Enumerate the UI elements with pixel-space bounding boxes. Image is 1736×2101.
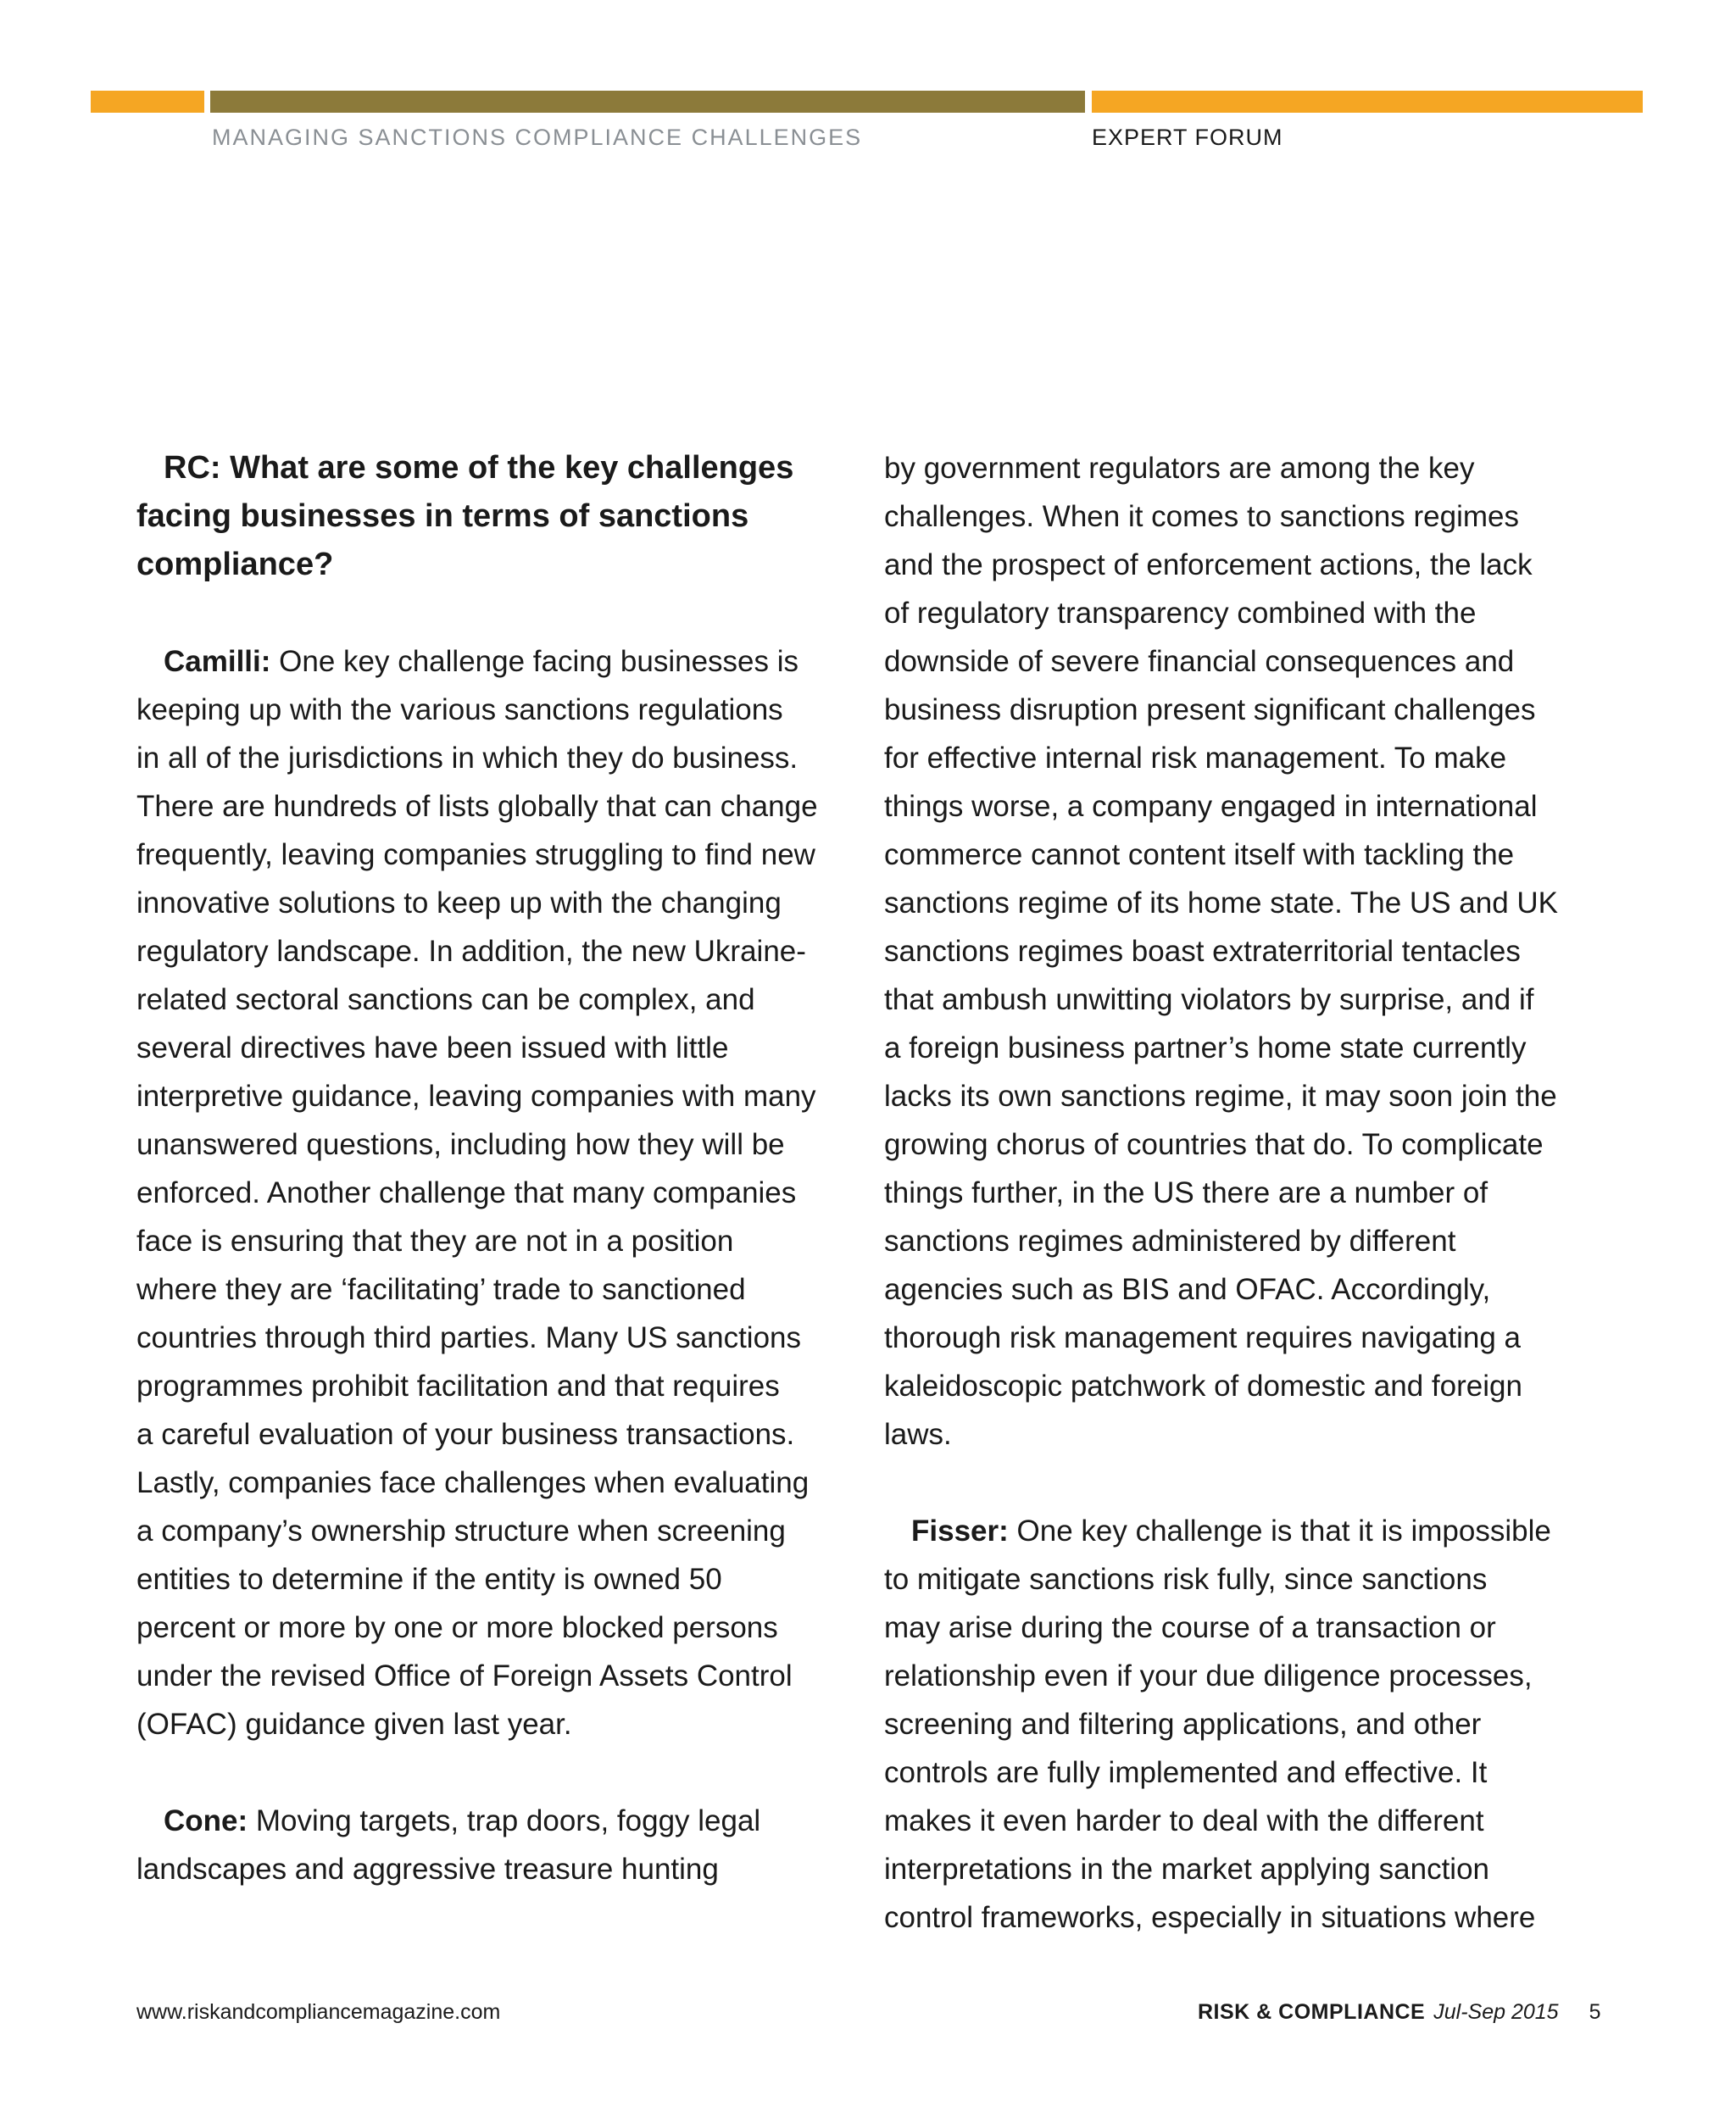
answer-line: a careful evaluation of your business transactions. xyxy=(136,1418,795,1451)
speaker-name: Cone: xyxy=(164,1804,248,1837)
answer-line: downside of severe financial consequences and xyxy=(884,645,1515,678)
answer-line: under the revised Office of Foreign Assets Control xyxy=(136,1659,793,1692)
answer-line: landscapes and aggressive treasure hunting xyxy=(136,1853,719,1886)
answer-line: unanswered questions, including how they will be xyxy=(136,1128,785,1161)
answer-line: by government regulators are among the key xyxy=(884,452,1475,485)
answer-line: sanctions regime of its home state. The US and UK xyxy=(884,887,1559,920)
question-line: facing businesses in terms of sanctions xyxy=(136,498,749,534)
answer-line: lacks its own sanctions regime, it may soon join the xyxy=(884,1080,1557,1113)
answer-line: regulatory landscape. In addition, the new Ukraine- xyxy=(136,935,806,968)
fisser-answer xyxy=(884,1507,1596,1942)
answer-line: that ambush unwitting violators by surprise, and if xyxy=(884,983,1534,1016)
answer-line: growing chorus of countries that do. To complicate xyxy=(884,1128,1544,1161)
right-column xyxy=(884,444,1596,1942)
answer-line: Camilli: One key challenge facing businesses is xyxy=(164,645,799,678)
speaker-name: Camilli: xyxy=(164,645,271,678)
answer-line: sanctions regimes administered by different xyxy=(884,1225,1456,1258)
answer-line: challenges. When it comes to sanctions regimes xyxy=(884,500,1519,533)
answer-line: percent or more by one or more blocked persons xyxy=(136,1611,778,1644)
cone-answer-continued xyxy=(884,444,1596,1459)
answer-line: Cone: Moving targets, trap doors, foggy legal xyxy=(164,1804,761,1837)
answer-line: relationship even if your due diligence processes, xyxy=(884,1659,1533,1692)
answer-line: face is ensuring that they are not in a position xyxy=(136,1225,734,1258)
question-line: compliance? xyxy=(136,547,334,582)
cone-answer-start xyxy=(136,1797,849,1893)
answer-line: frequently, leaving companies struggling to find new xyxy=(136,838,815,871)
answer-line: (OFAC) guidance given last year. xyxy=(136,1708,572,1741)
camilli-answer xyxy=(136,637,849,1748)
answer-line: kaleidoscopic patchwork of domestic and foreign xyxy=(884,1370,1522,1403)
answer-line: entities to determine if the entity is owned 50 xyxy=(136,1563,722,1596)
answer-line: of regulatory transparency combined with the xyxy=(884,597,1477,630)
left-column xyxy=(136,444,849,1893)
answer-line: laws. xyxy=(884,1418,952,1451)
header-accent-bar-middle xyxy=(210,91,1085,113)
rc-question xyxy=(136,444,849,589)
answer-line: things worse, a company engaged in international xyxy=(884,790,1538,823)
answer-line: innovative solutions to keep up with the changing xyxy=(136,887,782,920)
answer-line: where they are ‘facilitating’ trade to sanctioned xyxy=(136,1273,746,1306)
answer-line: control frameworks, especially in situations where xyxy=(884,1901,1536,1934)
running-title: MANAGING SANCTIONS COMPLIANCE CHALLENGES xyxy=(212,125,863,150)
answer-line: screening and filtering applications, and other xyxy=(884,1708,1482,1741)
answer-line: Fisser: One key challenge is that it is impossible xyxy=(911,1515,1551,1548)
answer-line: and the prospect of enforcement actions, the lack xyxy=(884,548,1533,581)
answer-line: things further, in the US there are a number of xyxy=(884,1176,1488,1209)
answer-line: thorough risk management requires navigating a xyxy=(884,1321,1521,1354)
paragraph-gap xyxy=(884,1459,1596,1507)
question-prefix: RC xyxy=(164,450,210,486)
answer-line: enforced. Another challenge that many companies xyxy=(136,1176,797,1209)
answer-line: sanctions regimes boast extraterritorial tentacles xyxy=(884,935,1521,968)
answer-line: programmes prohibit facilitation and that requires xyxy=(136,1370,780,1403)
answer-line: several directives have been issued with little xyxy=(136,1031,729,1064)
answer-line: a company’s ownership structure when screening xyxy=(136,1515,786,1548)
answer-line: to mitigate sanctions risk fully, since sanctions xyxy=(884,1563,1488,1596)
speaker-name: Fisser: xyxy=(911,1515,1009,1548)
answer-line: Lastly, companies face challenges when evaluating xyxy=(136,1466,810,1499)
answer-line: commerce cannot content itself with tackling the xyxy=(884,838,1515,871)
page-number: 5 xyxy=(1589,2000,1601,2024)
question-line: RC: What are some of the key challenges xyxy=(164,450,794,486)
answer-line: interpretations in the market applying sanction xyxy=(884,1853,1490,1886)
answer-line: countries through third parties. Many US sanctions xyxy=(136,1321,801,1354)
answer-line: for effective internal risk management. To make xyxy=(884,742,1507,775)
footer-website-link[interactable]: www.riskandcompliancemagazine.com xyxy=(136,2000,501,2024)
answer-line: keeping up with the various sanctions regulations xyxy=(136,693,783,726)
header-accent-bar-left xyxy=(91,91,204,113)
paragraph-gap xyxy=(136,589,849,637)
answer-line: interpretive guidance, leaving companies with many xyxy=(136,1080,816,1113)
answer-line: agencies such as BIS and OFAC. Accordingly, xyxy=(884,1273,1491,1306)
paragraph-gap xyxy=(136,1748,849,1797)
issue-date: Jul-Sep 2015 xyxy=(1433,2000,1559,2024)
answer-line: controls are fully implemented and effective. It xyxy=(884,1756,1488,1789)
answer-line: in all of the jurisdictions in which they do business. xyxy=(136,742,798,775)
answer-line: makes it even harder to deal with the different xyxy=(884,1804,1484,1837)
section-label: EXPERT FORUM xyxy=(1092,125,1283,150)
answer-line: a foreign business partner’s home state currently xyxy=(884,1031,1527,1064)
answer-line: related sectoral sanctions can be complex, and xyxy=(136,983,755,1016)
magazine-name: RISK & COMPLIANCE xyxy=(1198,2000,1426,2024)
header-accent-bar-right xyxy=(1092,91,1643,113)
answer-line: may arise during the course of a transaction or xyxy=(884,1611,1496,1644)
footer-publication-info xyxy=(1198,2000,1600,2025)
answer-line: business disruption present significant challenges xyxy=(884,693,1536,726)
answer-line: There are hundreds of lists globally that can change xyxy=(136,790,818,823)
